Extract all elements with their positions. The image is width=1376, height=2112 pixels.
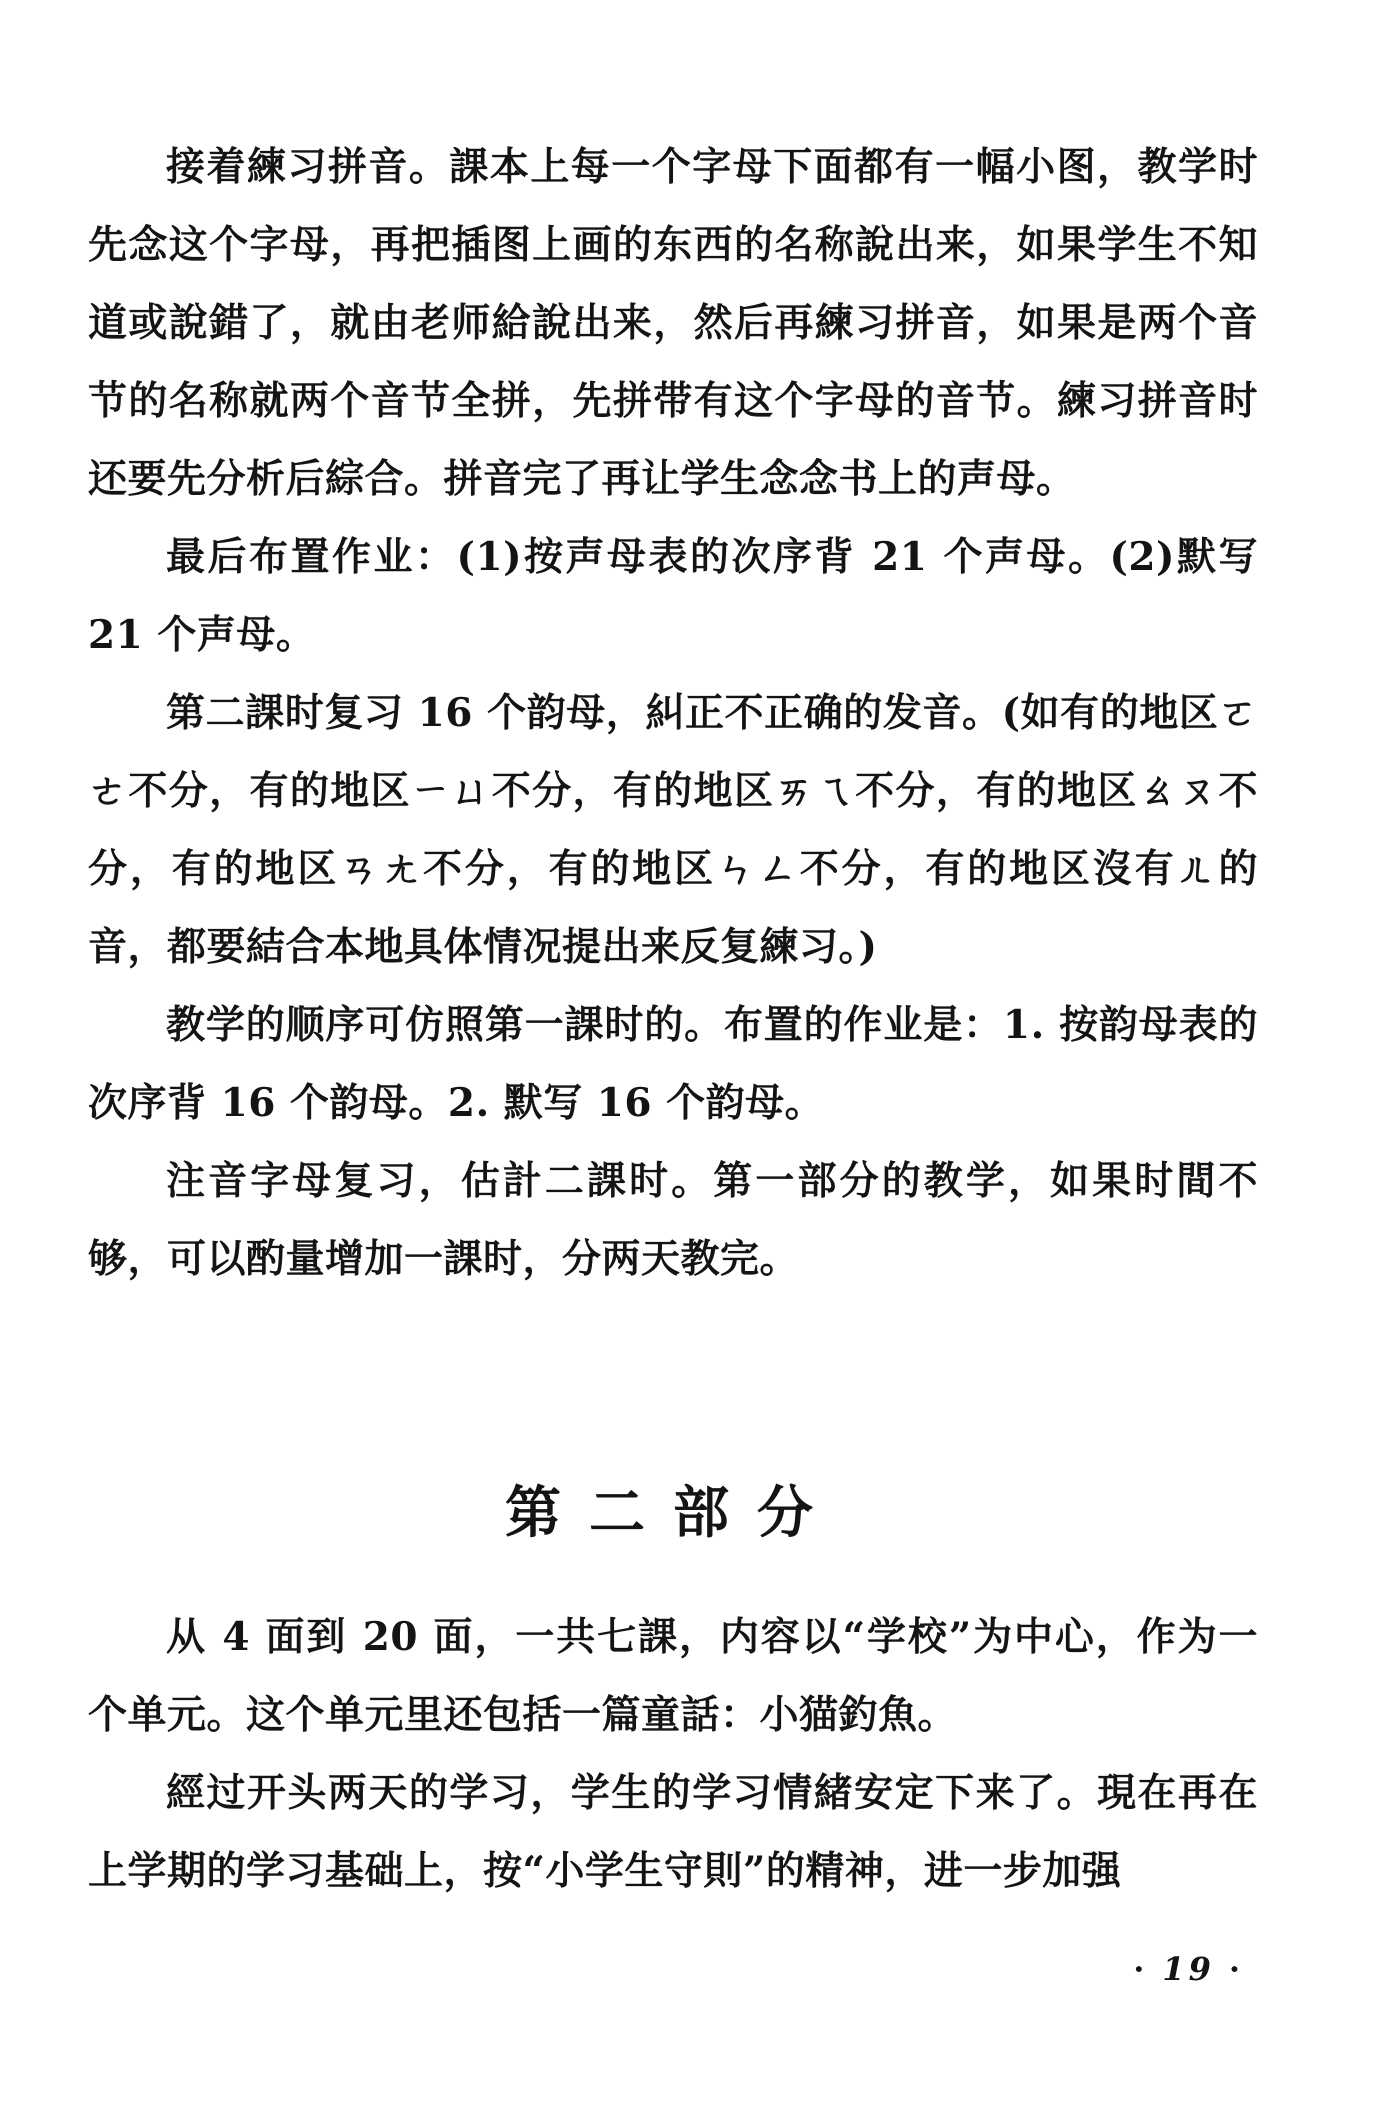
page-number-dot-left: · [1133,1950,1149,1988]
page-number-value: 19 [1162,1950,1215,1988]
book-page [88,128,1258,2068]
page-number [1119,1950,1258,1988]
section-title: 第二部分 [505,1481,841,1546]
paragraph-pinyin-practice: 接着練习拼音。課本上每一个字母下面都有一幅小图，教学时先念这个字母，再把插图上画的东西的名称說出来，如果学生不知道或說錯了，就由老师給說出来，然后再練习拼音，如果是两个音节的名称就两个音节全拼，先拼带有这个字母的音节。練习拼音时还要先分析后綜合。拼音完了再让学生念念书上的声母。 [88,144,1258,502]
paragraph-unit-scope: 从 4 面到 20 面，一共七課，内容以“学校”为中心，作为一个单元。这个单元里还包括一篇童話：小猫釣魚。 [88,1614,1258,1738]
page-number-dot-right: · [1228,1950,1244,1988]
paragraph-review-time: 注音字母复习，估計二課时。第一部分的教学，如果时間不够，可以酌量增加一課时，分两天教完。 [88,1158,1258,1282]
paragraph-homework-initials: 最后布置作业：(1)按声母表的次序背 21 个声母。(2)默写 21 个声母。 [88,534,1258,658]
paragraph-second-lesson: 第二課时复习 16 个韵母，糾正不正确的发音。(如有的地区ㄛㄜ不分，有的地区ㄧㄩ不分，有的地区ㄞㄟ不分，有的地区ㄠㄡ不分，有的地区ㄢㄤ不分，有的地区ㄣㄥ不分，有的地区沒有ㄦ的音，都要結合本地具体情况提出来反复練习。) [88,690,1258,970]
paragraph-teaching-order: 教学的顺序可仿照第一課时的。布置的作业是：1. 按韵母表的次序背 16 个韵母。2. 默写 16 个韵母。 [88,1002,1258,1126]
paragraph-learning-mood: 經过开头两天的学习，学生的学习情緒安定下来了。現在再在上学期的学习基础上，按“小学生守則”的精神，进一步加强 [88,1770,1258,1894]
